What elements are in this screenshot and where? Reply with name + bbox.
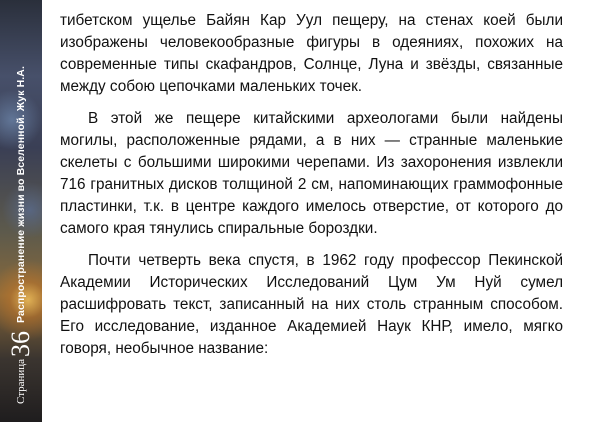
sidebar-vertical-text: [0, 0, 42, 422]
sidebar-image-strip: [0, 0, 42, 422]
paragraph-3: Почти четверть века спустя, в 1962 году профессор Пекинской Академии Исторических Исследований Цум Ум Нуй сумел расшифровать текст, записанный на них столь странным способом. Его исследование, изданное Академией Наук КНР, имело, мягко говоря, необычное название:: [60, 252, 563, 357]
paragraph-2: В этой же пещере китайскими археологами были найдены могилы, расположенные рядами, а в них — странные маленькие скелеты с большими широкими черепами. Из захоронения извлекли 716 гранитных дисков толщиной 2 см, напоминающих граммофонные пластинки, т.к. в центре каждого имелось отверстие, от которого до самого края тянулись спиральные бороздки.: [60, 110, 563, 237]
page-number: 36: [6, 330, 35, 357]
book-title: Распространение жизни во Вселенной. Жук Н.А.: [15, 65, 27, 323]
page-label: Страница: [15, 358, 27, 404]
paragraph-1: тибетском ущелье Байян Кар Уул пещеру, на стенах коей были изображены человекообразные фигуры в одеяниях, похожих на современные типы скафандров, Солнце, Луна и звёзды, связанные между собою цепочками маленьких точек.: [60, 12, 563, 95]
page-body: [60, 10, 563, 370]
